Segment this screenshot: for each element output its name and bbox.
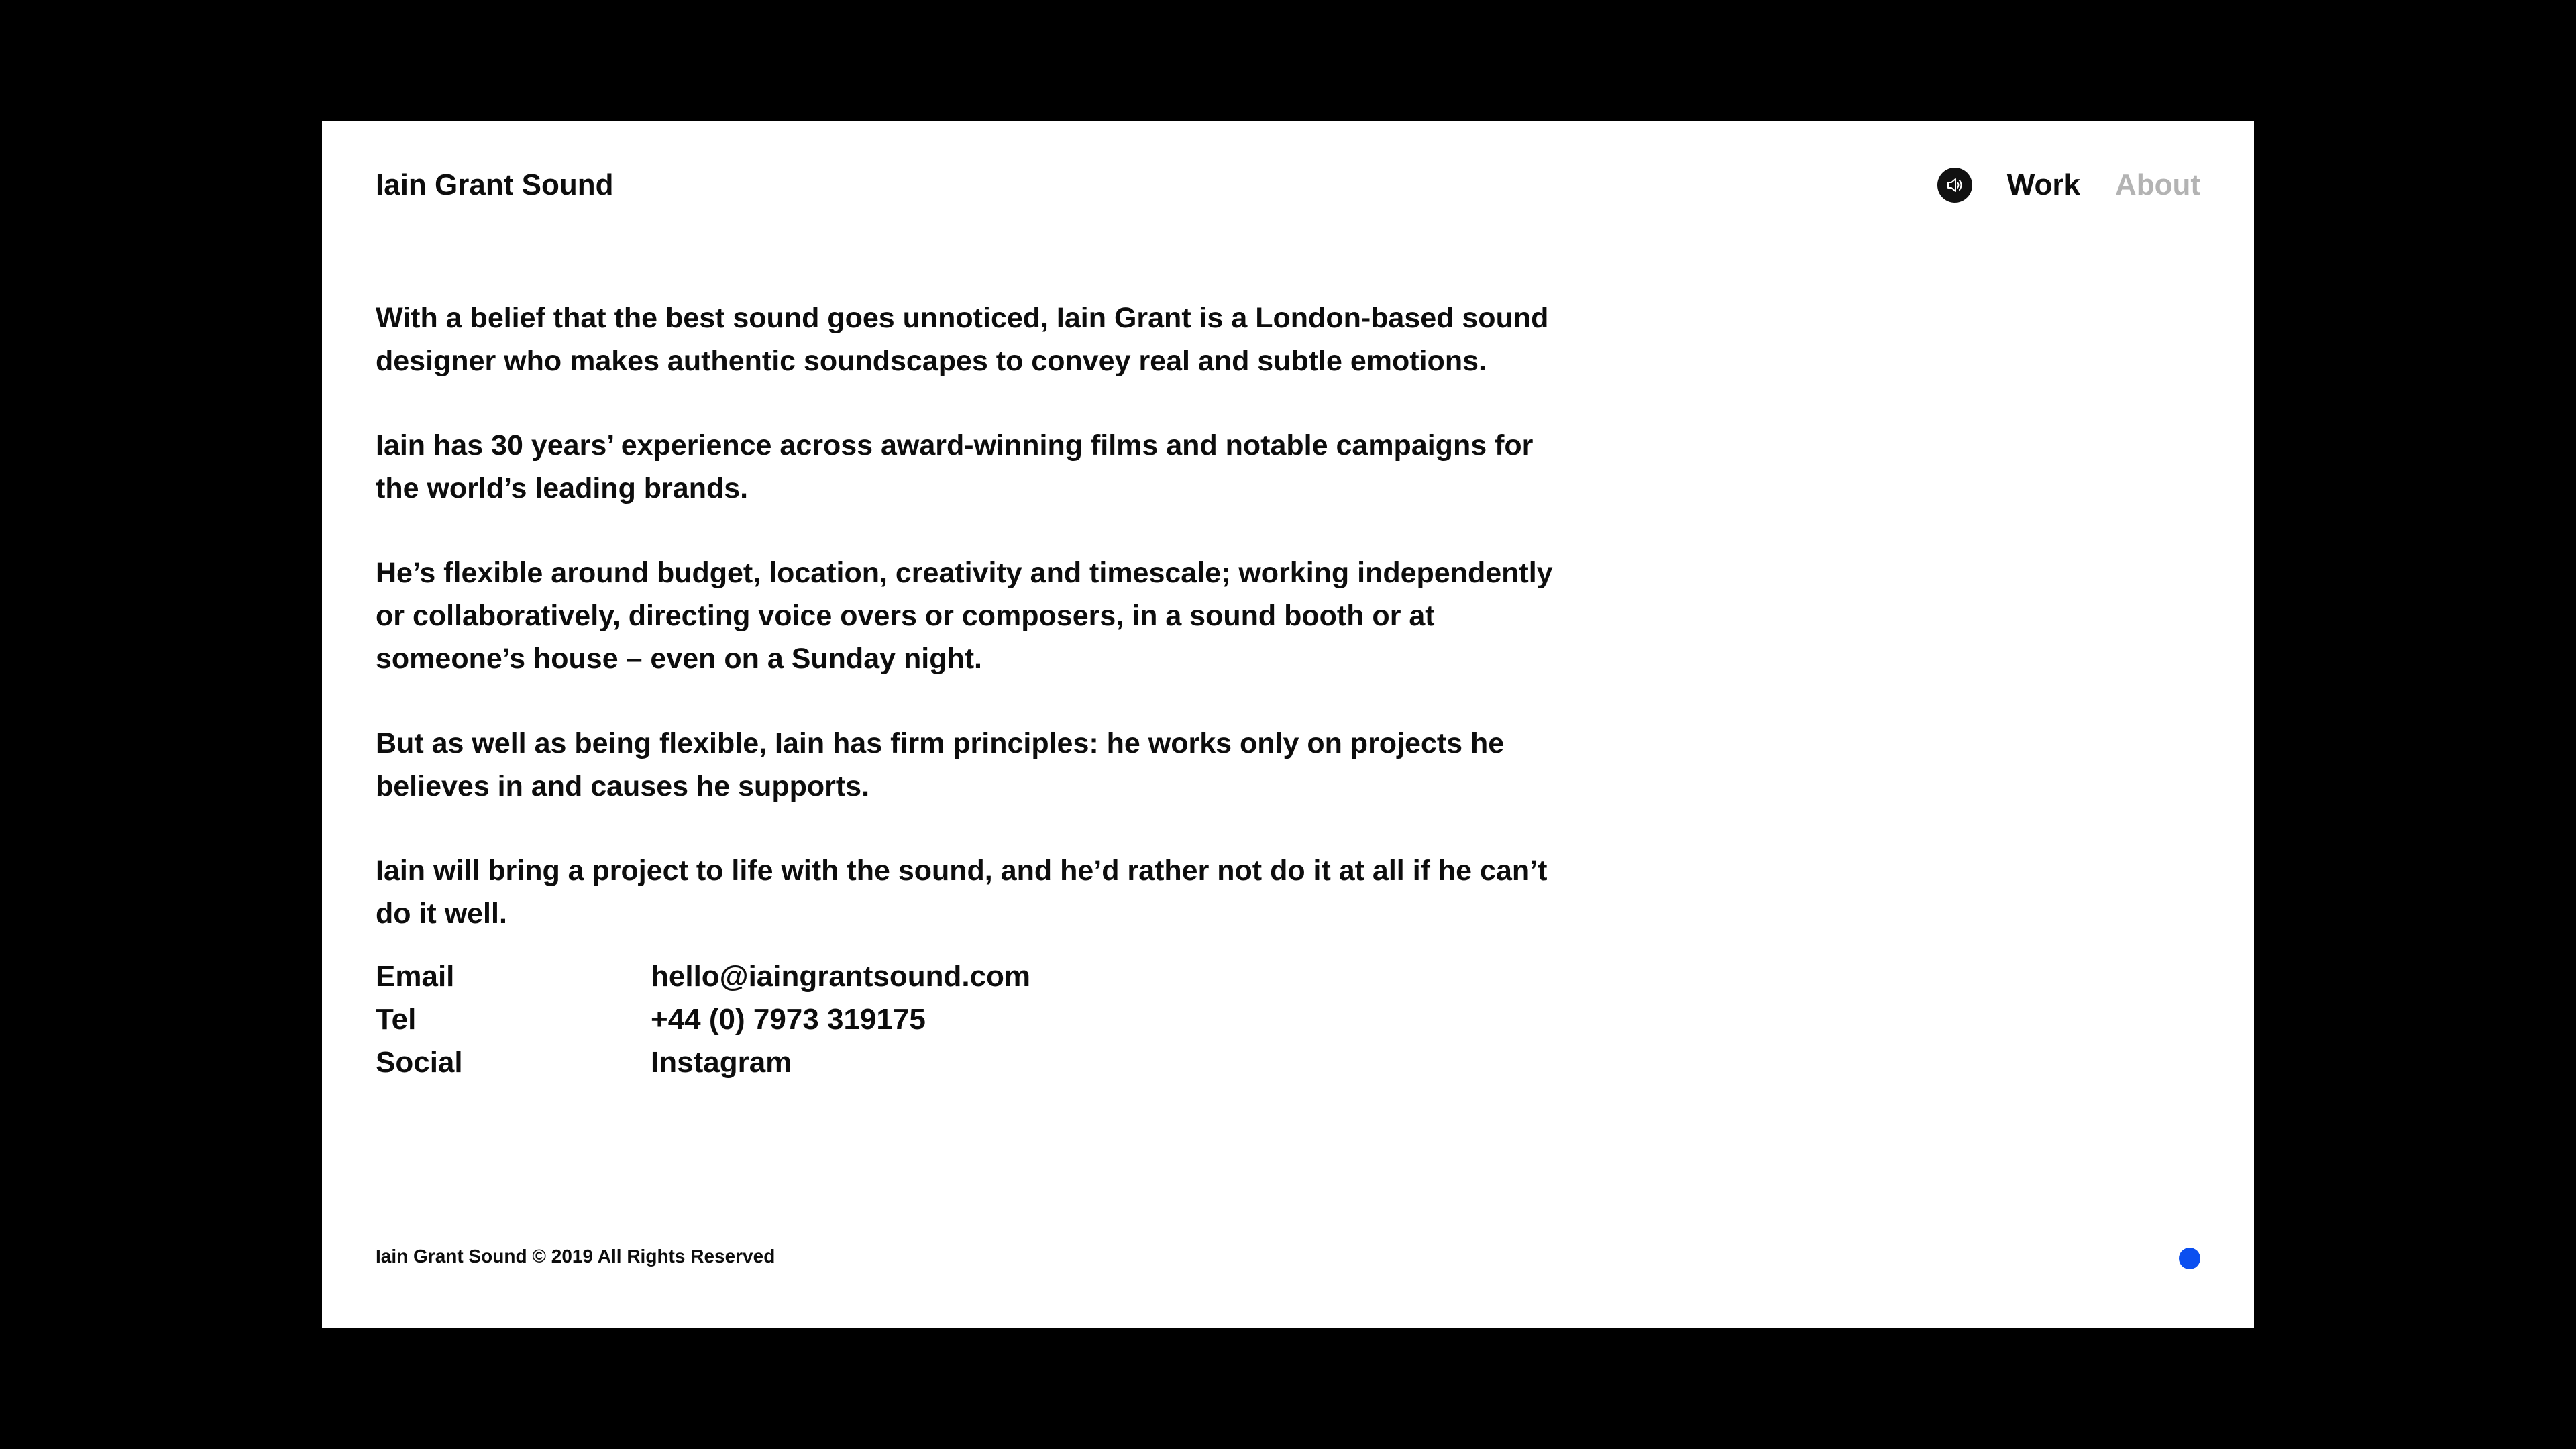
nav-work-link[interactable]: Work bbox=[2006, 168, 2080, 201]
bio-paragraph: With a belief that the best sound goes unnoticed, Iain Grant is a London-based sound designer who makes authentic soundscapes to convey real and subtle emotions. bbox=[376, 302, 1549, 377]
sound-toggle-button[interactable] bbox=[1937, 168, 1972, 203]
bio-paragraph: But as well as being flexible, Iain has firm principles: he works only on projects he believes in and causes he supports. bbox=[376, 727, 1505, 802]
contact-label: Email bbox=[376, 960, 455, 993]
bio-section bbox=[376, 297, 1583, 977]
contact-row-social bbox=[376, 1041, 1030, 1084]
instagram-link[interactable]: Instagram bbox=[651, 1046, 792, 1079]
bio-paragraph: Iain will bring a project to life with the sound, and he’d rather not do it at all if he can’t do it well. bbox=[376, 855, 1548, 930]
contact-row-email bbox=[376, 955, 1030, 998]
bio-paragraph: He’s flexible around budget, location, creativity and timescale; working independently or collaboratively, directing voice overs or composers, in a sound booth or at someone’s house – even on a Sunday night. bbox=[376, 557, 1553, 675]
accent-dot bbox=[2179, 1248, 2200, 1269]
bio-paragraph: Iain has 30 years’ experience across award-winning films and notable campaigns for the world’s leading brands. bbox=[376, 429, 1534, 504]
contact-row-tel bbox=[376, 998, 1030, 1041]
footer-copyright: Iain Grant Sound © 2019 All Rights Reserved bbox=[376, 1246, 775, 1267]
main-nav bbox=[1937, 165, 2200, 205]
page-card bbox=[322, 121, 2254, 1328]
tel-link[interactable]: +44 (0) 7973 319175 bbox=[651, 1003, 926, 1036]
speaker-icon bbox=[1945, 176, 1964, 195]
contact-label: Social bbox=[376, 1046, 463, 1079]
email-link[interactable]: hello@iaingrantsound.com bbox=[651, 960, 1031, 993]
nav-about-link[interactable]: About bbox=[2114, 168, 2200, 201]
contact-list bbox=[376, 955, 1030, 1084]
site-logo[interactable]: Iain Grant Sound bbox=[376, 168, 614, 201]
contact-label: Tel bbox=[376, 1003, 417, 1036]
